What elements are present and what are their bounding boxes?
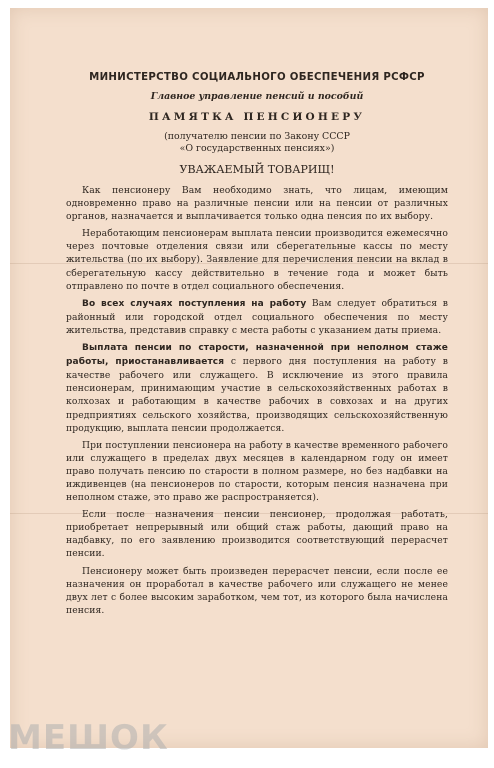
paragraph-suspension xyxy=(66,341,448,435)
paragraph-temporary-work xyxy=(66,439,448,504)
subtitle-line-1: (получателю пенсии по Закону СССР xyxy=(164,131,350,142)
watermark: МЕШОК xyxy=(8,718,169,758)
paragraph-text: При поступлении пенсионера на работу в качестве временного рабочего или служащего в пределах двух месяцев в календарном году он имеет право получать пенсию по старости в полном размере, но без надбавки на иждивенцев (на пенсионеров по старости, которым пенсия назначена при неполном стаже, это право же распространяется). xyxy=(66,439,448,504)
paragraph-text: Как пенсионеру Вам необходимо знать, что лицам, имеющим одновременно право на различные пенсии или на пенсии от различных органов, назначается и выплачивается только одна пенсия по их выбору. xyxy=(66,185,448,223)
greeting: УВАЖАЕМЫЙ ТОВАРИЩ! xyxy=(179,163,335,176)
department-heading: Главное управление пенсий и пособий xyxy=(150,91,364,102)
paragraph-text: Неработающим пенсионерам выплата пенсии производится ежемесячно через почтовые отделения связи или сберегательные кассы по месту жительства (по их выбору). Заявление для перечисления пенсии на вклад в сберегательную кассу действительно в течение года и может быть отправлено по почте в отдел социального обеспечения. xyxy=(66,228,448,292)
paragraph-employment-notice xyxy=(66,297,448,337)
ministry-heading: МИНИСТЕРСТВО СОЦИАЛЬНОГО ОБЕСПЕЧЕНИЯ РСФСР xyxy=(89,72,425,83)
subtitle-line-2: «О государственных пенсиях») xyxy=(179,143,335,154)
paragraph-one-pension xyxy=(66,184,448,223)
paragraph-text: Вам следует обратиться в районный или городской отдел социального обеспечения по месту жительства, представив справку с места работы с указанием даты приема. xyxy=(66,297,448,336)
paragraph-text: с первого дня поступления на работу в качестве рабочего или служащего. В исключение из этого правила пенсионерам, принимающим участие в сельскохозяйственных работах в колхозах и работающим в качестве рабочих в совхозах и на других предприятиях сельского хозяйства, производящих сельскохозяйственную продукцию, выплата пенсии продолжается. xyxy=(66,356,448,434)
paragraph-recalculation xyxy=(66,565,448,617)
paragraph-seniority-supplement xyxy=(66,508,448,560)
paragraph-payment-delivery xyxy=(66,227,448,292)
paragraph-text: Пенсионеру может быть произведен перерасчет пенсии, если после ее назначения он проработал в качестве рабочего или служащего не менее двух лет с более высоким заработком, чем тот, из которого была начислена пенсия. xyxy=(66,565,448,616)
paragraph-bold-lead: Во всех случаях поступления на работу xyxy=(82,298,307,309)
paragraph-text: Если после назначения пенсии пенсионер, продолжая работать, приобретает непрерывный или общий стаж работы, дающий право на надбавку, по его заявлению производится соответствующий перерасчет пенсии. xyxy=(66,509,448,560)
memo-title: ПАМЯТКА ПЕНСИОНЕРУ xyxy=(148,111,366,123)
memo-content xyxy=(66,72,448,621)
paragraph-bold-lead: Выплата пенсии по старости, назначенной при неполном стаже работы, приостанавливается xyxy=(66,343,448,368)
